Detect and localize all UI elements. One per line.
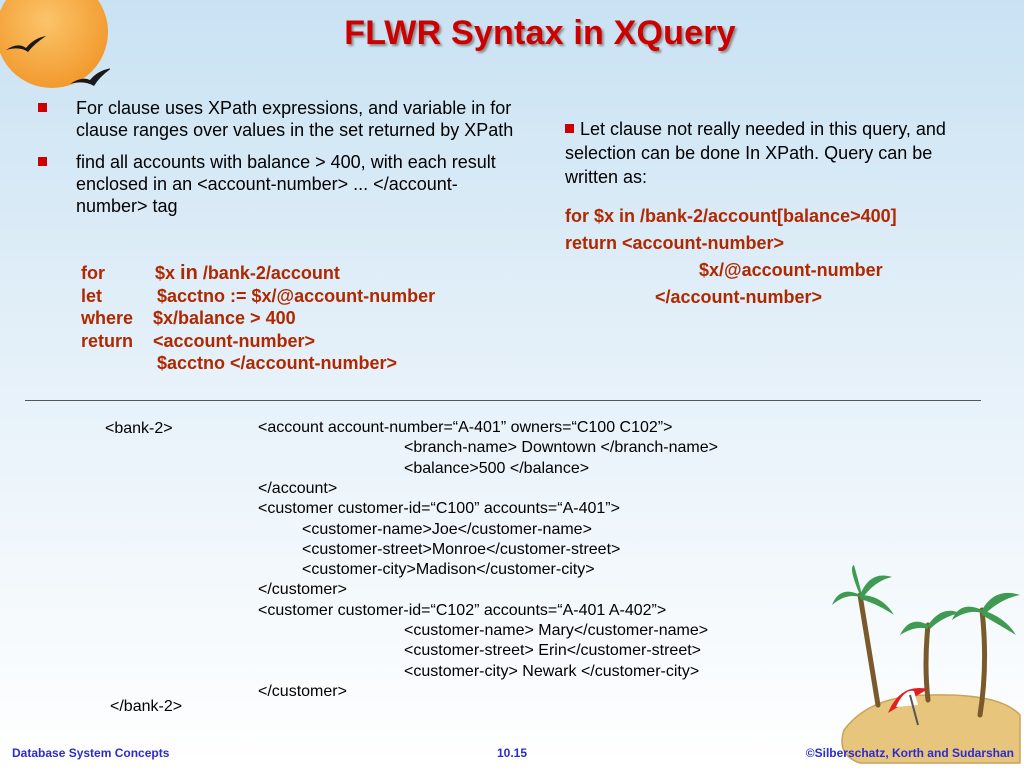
query-expression-part: $x/balance > 400 [153, 308, 296, 328]
bullet-square-icon [565, 124, 574, 133]
query-keyword: for [81, 263, 105, 283]
query-keyword: where [81, 308, 134, 328]
bullet-square-icon [38, 103, 47, 112]
query-expression-part: $acctno </account-number> [157, 353, 398, 373]
sun-with-birds-icon [0, 0, 110, 90]
bullet-text: find all accounts with balance > 400, with each result enclosed in an <account-number> ... </account-number> tag [76, 152, 496, 216]
xml-line: <balance>500 </balance> [404, 459, 590, 477]
bullet-square-icon [38, 157, 47, 166]
footer-left: Database System Concepts [12, 746, 170, 760]
palm-tree-island-icon [830, 565, 1024, 768]
query-line: return <account-number> [565, 233, 785, 253]
footer [0, 744, 1024, 764]
slide-title: FLWR Syntax in XQuery [344, 14, 736, 52]
divider [25, 400, 981, 401]
query-line [81, 352, 398, 375]
query-keyword: return [81, 330, 134, 351]
xml-line: <customer customer-id=“C102” accounts=“A-401 A-402”> [258, 601, 667, 619]
query-line [81, 285, 436, 308]
query-expression [153, 307, 296, 330]
query-expression-part: /bank-2/account [197, 263, 340, 283]
xml-line: <customer-name>Joe</customer-name> [302, 520, 592, 538]
bullet-item [38, 151, 518, 217]
query-line [81, 330, 316, 353]
side-note-text: Let clause not really needed in this query, and selection can be done In XPath. Query can be written as: [565, 119, 946, 187]
footer-page-number: 10.15 [496, 746, 528, 760]
xml-line: </account> [258, 479, 338, 497]
side-note [565, 117, 985, 189]
xpath-query [565, 203, 897, 311]
query-line: </account-number> [655, 287, 823, 307]
query-line [81, 307, 296, 330]
query-expression-part: <account-number> [153, 330, 316, 351]
xml-line: </customer> [258, 581, 347, 599]
xml-line: <customer customer-id=“C100” accounts=“A-401”> [258, 500, 620, 518]
xml-line: </customer> [258, 682, 347, 700]
bullet-item [38, 97, 518, 141]
xml-line: <customer-city> Newark </customer-city> [404, 662, 700, 680]
xml-line: <customer-street>Monroe</customer-street> [302, 540, 621, 558]
query-line: $x/@account-number [699, 260, 883, 280]
query-expression-part: $acctno := $x/@account-number [157, 285, 436, 306]
xml-line: <customer-name> Mary</customer-name> [404, 622, 709, 639]
query-keyword: let [81, 285, 103, 306]
footer-right: ©Silberschatz, Korth and Sudarshan [805, 746, 1014, 760]
sun-icon [0, 0, 108, 88]
query-expression [155, 262, 340, 285]
query-line [81, 262, 340, 285]
xml-line: <branch-name> Downtown </branch-name> [404, 439, 718, 457]
flwr-query [81, 262, 436, 375]
xml-root-open-tag: <bank-2> [105, 420, 173, 437]
query-in-keyword: in [180, 262, 198, 284]
query-line: for $x in /bank-2/account[balance>400] [565, 206, 897, 226]
xml-line: <account account-number=“A-401” owners=“C100 C102”> [258, 419, 673, 436]
xml-line: <customer-city>Madison</customer-city> [302, 561, 595, 579]
bullet-text: For clause uses XPath expressions, and variable in for clause ranges over values in the set returned by XPath [76, 98, 514, 140]
query-expression [153, 330, 315, 353]
query-expression [157, 352, 397, 375]
query-expression [157, 285, 435, 308]
bullet-list [38, 97, 518, 227]
xml-line: <customer-street> Erin</customer-street> [404, 642, 701, 660]
query-expression-part: $x [155, 263, 181, 283]
xml-root-close-tag: </bank-2> [110, 698, 183, 715]
